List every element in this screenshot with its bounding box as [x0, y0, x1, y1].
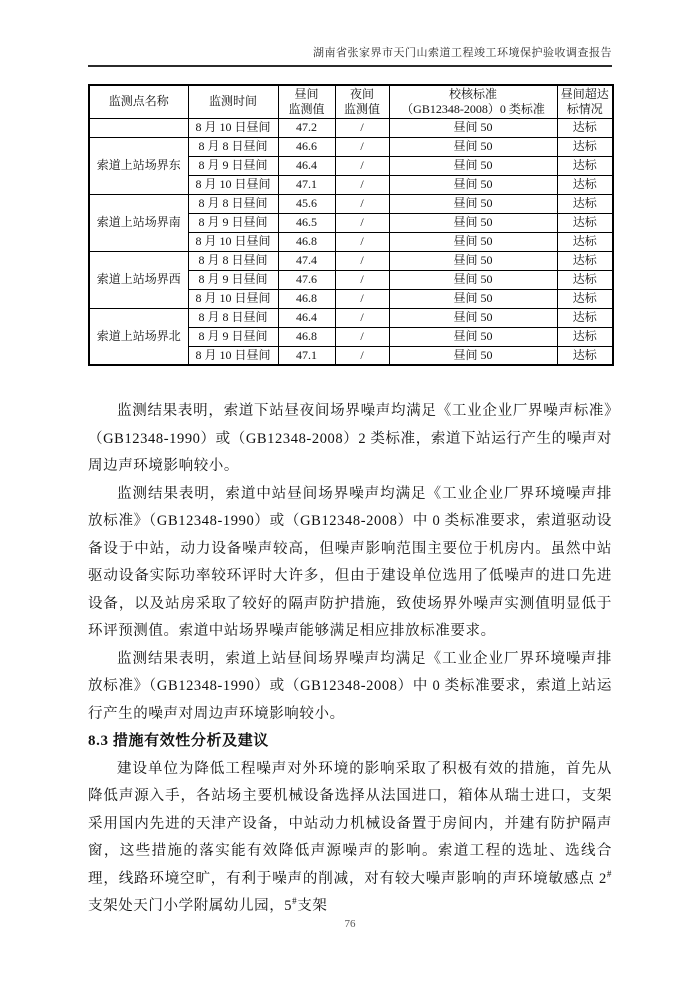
- table-row: [89, 137, 613, 156]
- cell-standard: 昼间 50: [389, 213, 557, 232]
- cell-time: 8 月 10 日昼间: [188, 346, 278, 365]
- noise-monitoring-table: [88, 84, 614, 366]
- cell-time: 8 月 9 日昼间: [188, 327, 278, 346]
- cell-compliance: 达标: [557, 194, 613, 213]
- cell-point-name: 索道上站场界南: [89, 194, 188, 251]
- cell-standard: 昼间 50: [389, 232, 557, 251]
- cell-standard: 昼间 50: [389, 118, 557, 137]
- superscript-hash-2: #: [292, 896, 298, 907]
- cell-night-value: /: [335, 289, 389, 308]
- measures-text-2: 支架处天门小学附属幼儿园，5: [88, 898, 293, 914]
- cell-day-value: 46.5: [278, 213, 335, 232]
- cell-day-value: 46.8: [278, 327, 335, 346]
- cell-night-value: /: [335, 137, 389, 156]
- paragraph-middle-station: 监测结果表明，索道中站昼间场界噪声均满足《工业企业厂界环境噪声排放标准》（GB12348-1990）或（GB12348-2008）中 0 类标准要求，索道驱动设备设于中站，动力设备噪声较高，但噪声影响范围主要位于机房内。虽然中站驱动设备实际功率较环评时大许多，但由于建设单位选用了低噪声的进口先进设备，以及站房采取了较好的隔声防护措施，致使场界外噪声实测值明显低于环评预测值。索道中站场界噪声能够满足相应排放标准要求。: [88, 485, 612, 639]
- cell-time: 8 月 8 日昼间: [188, 194, 278, 213]
- cell-standard: 昼间 50: [389, 175, 557, 194]
- cell-day-value: 47.4: [278, 251, 335, 270]
- cell-standard: 昼间 50: [389, 327, 557, 346]
- paragraph-lower-station: 监测结果表明，索道下站昼夜间场界噪声均满足《工业企业厂界噪声标准》（GB12348-1990）或（GB12348-2008）2 类标准，索道下站运行产生的噪声对周边声环境影响较小。: [88, 403, 613, 474]
- page-header: [88, 44, 612, 67]
- cell-standard: 昼间 50: [389, 251, 557, 270]
- col-header-night-value: 夜间 监测值: [335, 85, 389, 118]
- cell-time: 8 月 9 日昼间: [188, 270, 278, 289]
- cell-night-value: /: [335, 251, 389, 270]
- cell-compliance: 达标: [557, 270, 613, 289]
- cell-point-name: 索道上站场界北: [89, 308, 188, 365]
- cell-standard: 昼间 50: [389, 346, 557, 365]
- running-head-title: 湖南省张家界市天门山索道工程竣工环境保护验收调查报告: [313, 47, 612, 59]
- cell-day-value: 45.6: [278, 194, 335, 213]
- cell-compliance: 达标: [557, 156, 613, 175]
- cell-standard: 昼间 50: [389, 289, 557, 308]
- cell-point-name: [89, 118, 188, 137]
- cell-time: 8 月 8 日昼间: [188, 308, 278, 327]
- cell-time: 8 月 10 日昼间: [188, 118, 278, 137]
- cell-time: 8 月 10 日昼间: [188, 175, 278, 194]
- cell-time: 8 月 10 日昼间: [188, 289, 278, 308]
- cell-standard: 昼间 50: [389, 194, 557, 213]
- cell-time: 8 月 8 日昼间: [188, 251, 278, 270]
- cell-time: 8 月 10 日昼间: [188, 232, 278, 251]
- table-header-row: [89, 85, 613, 118]
- measures-text-1: 建设单位为降低工程噪声对外环境的影响采取了积极有效的措施，首先从降低声源入手，各站场主要机械设备选择从法国进口，箱体从瑞士进口，支架采用国内先进的天津产设备，中站动力机械设备置于房间内，并建有防护隔声窗，这些措施的落实能有效降低声源噪声的影响。索道工程的选址、选线合理，线路环境空旷，有利于噪声的削减，对有较大噪声影响的声环境敏感点 2: [88, 760, 612, 887]
- measures-text-3: 支架: [297, 898, 328, 914]
- col-header-time: 监测时间: [188, 85, 278, 118]
- superscript-hash-1: #: [606, 868, 612, 879]
- col-header-standard: 校核标准 （GB12348-2008）0 类标准: [389, 85, 557, 118]
- cell-day-value: 47.6: [278, 270, 335, 289]
- cell-night-value: /: [335, 194, 389, 213]
- cell-compliance: 达标: [557, 251, 613, 270]
- cell-day-value: 46.8: [278, 232, 335, 251]
- cell-compliance: 达标: [557, 289, 613, 308]
- paragraph-measures: [88, 756, 612, 921]
- cell-compliance: 达标: [557, 175, 613, 194]
- cell-night-value: /: [335, 118, 389, 137]
- table-row: [89, 251, 613, 270]
- cell-point-name: 索道上站场界东: [89, 137, 188, 194]
- cell-compliance: 达标: [557, 327, 613, 346]
- cell-night-value: /: [335, 270, 389, 289]
- cell-day-value: 46.8: [278, 289, 335, 308]
- cell-night-value: /: [335, 213, 389, 232]
- body-text: [88, 398, 612, 921]
- cell-standard: 昼间 50: [389, 156, 557, 175]
- cell-standard: 昼间 50: [389, 270, 557, 289]
- cell-night-value: /: [335, 232, 389, 251]
- table-row: [89, 194, 613, 213]
- paragraph-upper-station: 监测结果表明，索道上站昼间场界噪声均满足《工业企业厂界环境噪声排放标准》（GB12348-1990）或（GB12348-2008）中 0 类标准要求，索道上站运行产生的噪声对周边声环境影响较小。: [88, 650, 612, 722]
- cell-compliance: 达标: [557, 232, 613, 251]
- cell-compliance: 达标: [557, 213, 613, 232]
- cell-night-value: /: [335, 308, 389, 327]
- cell-compliance: 达标: [557, 118, 613, 137]
- cell-compliance: 达标: [557, 346, 613, 365]
- cell-day-value: 47.1: [278, 175, 335, 194]
- cell-day-value: 46.4: [278, 156, 335, 175]
- cell-compliance: 达标: [557, 137, 613, 156]
- cell-standard: 昼间 50: [389, 308, 557, 327]
- section-heading: 8.3 措施有效性分析及建议: [88, 733, 269, 749]
- col-header-day-value: 昼间 监测值: [278, 85, 335, 118]
- cell-time: 8 月 9 日昼间: [188, 156, 278, 175]
- cell-night-value: /: [335, 346, 389, 365]
- col-header-point-name: 监测点名称: [89, 85, 188, 118]
- page-number: 76: [344, 918, 356, 930]
- cell-time: 8 月 8 日昼间: [188, 137, 278, 156]
- cell-night-value: /: [335, 175, 389, 194]
- table-row: [89, 308, 613, 327]
- cell-night-value: /: [335, 327, 389, 346]
- cell-day-value: 46.4: [278, 308, 335, 327]
- cell-day-value: 47.2: [278, 118, 335, 137]
- cell-night-value: /: [335, 156, 389, 175]
- col-header-compliance: 昼间超达 标情况: [557, 85, 613, 118]
- cell-compliance: 达标: [557, 308, 613, 327]
- cell-standard: 昼间 50: [389, 137, 557, 156]
- cell-day-value: 47.1: [278, 346, 335, 365]
- cell-time: 8 月 9 日昼间: [188, 213, 278, 232]
- cell-point-name: 索道上站场界西: [89, 251, 188, 308]
- table-row: [89, 118, 613, 137]
- cell-day-value: 46.6: [278, 137, 335, 156]
